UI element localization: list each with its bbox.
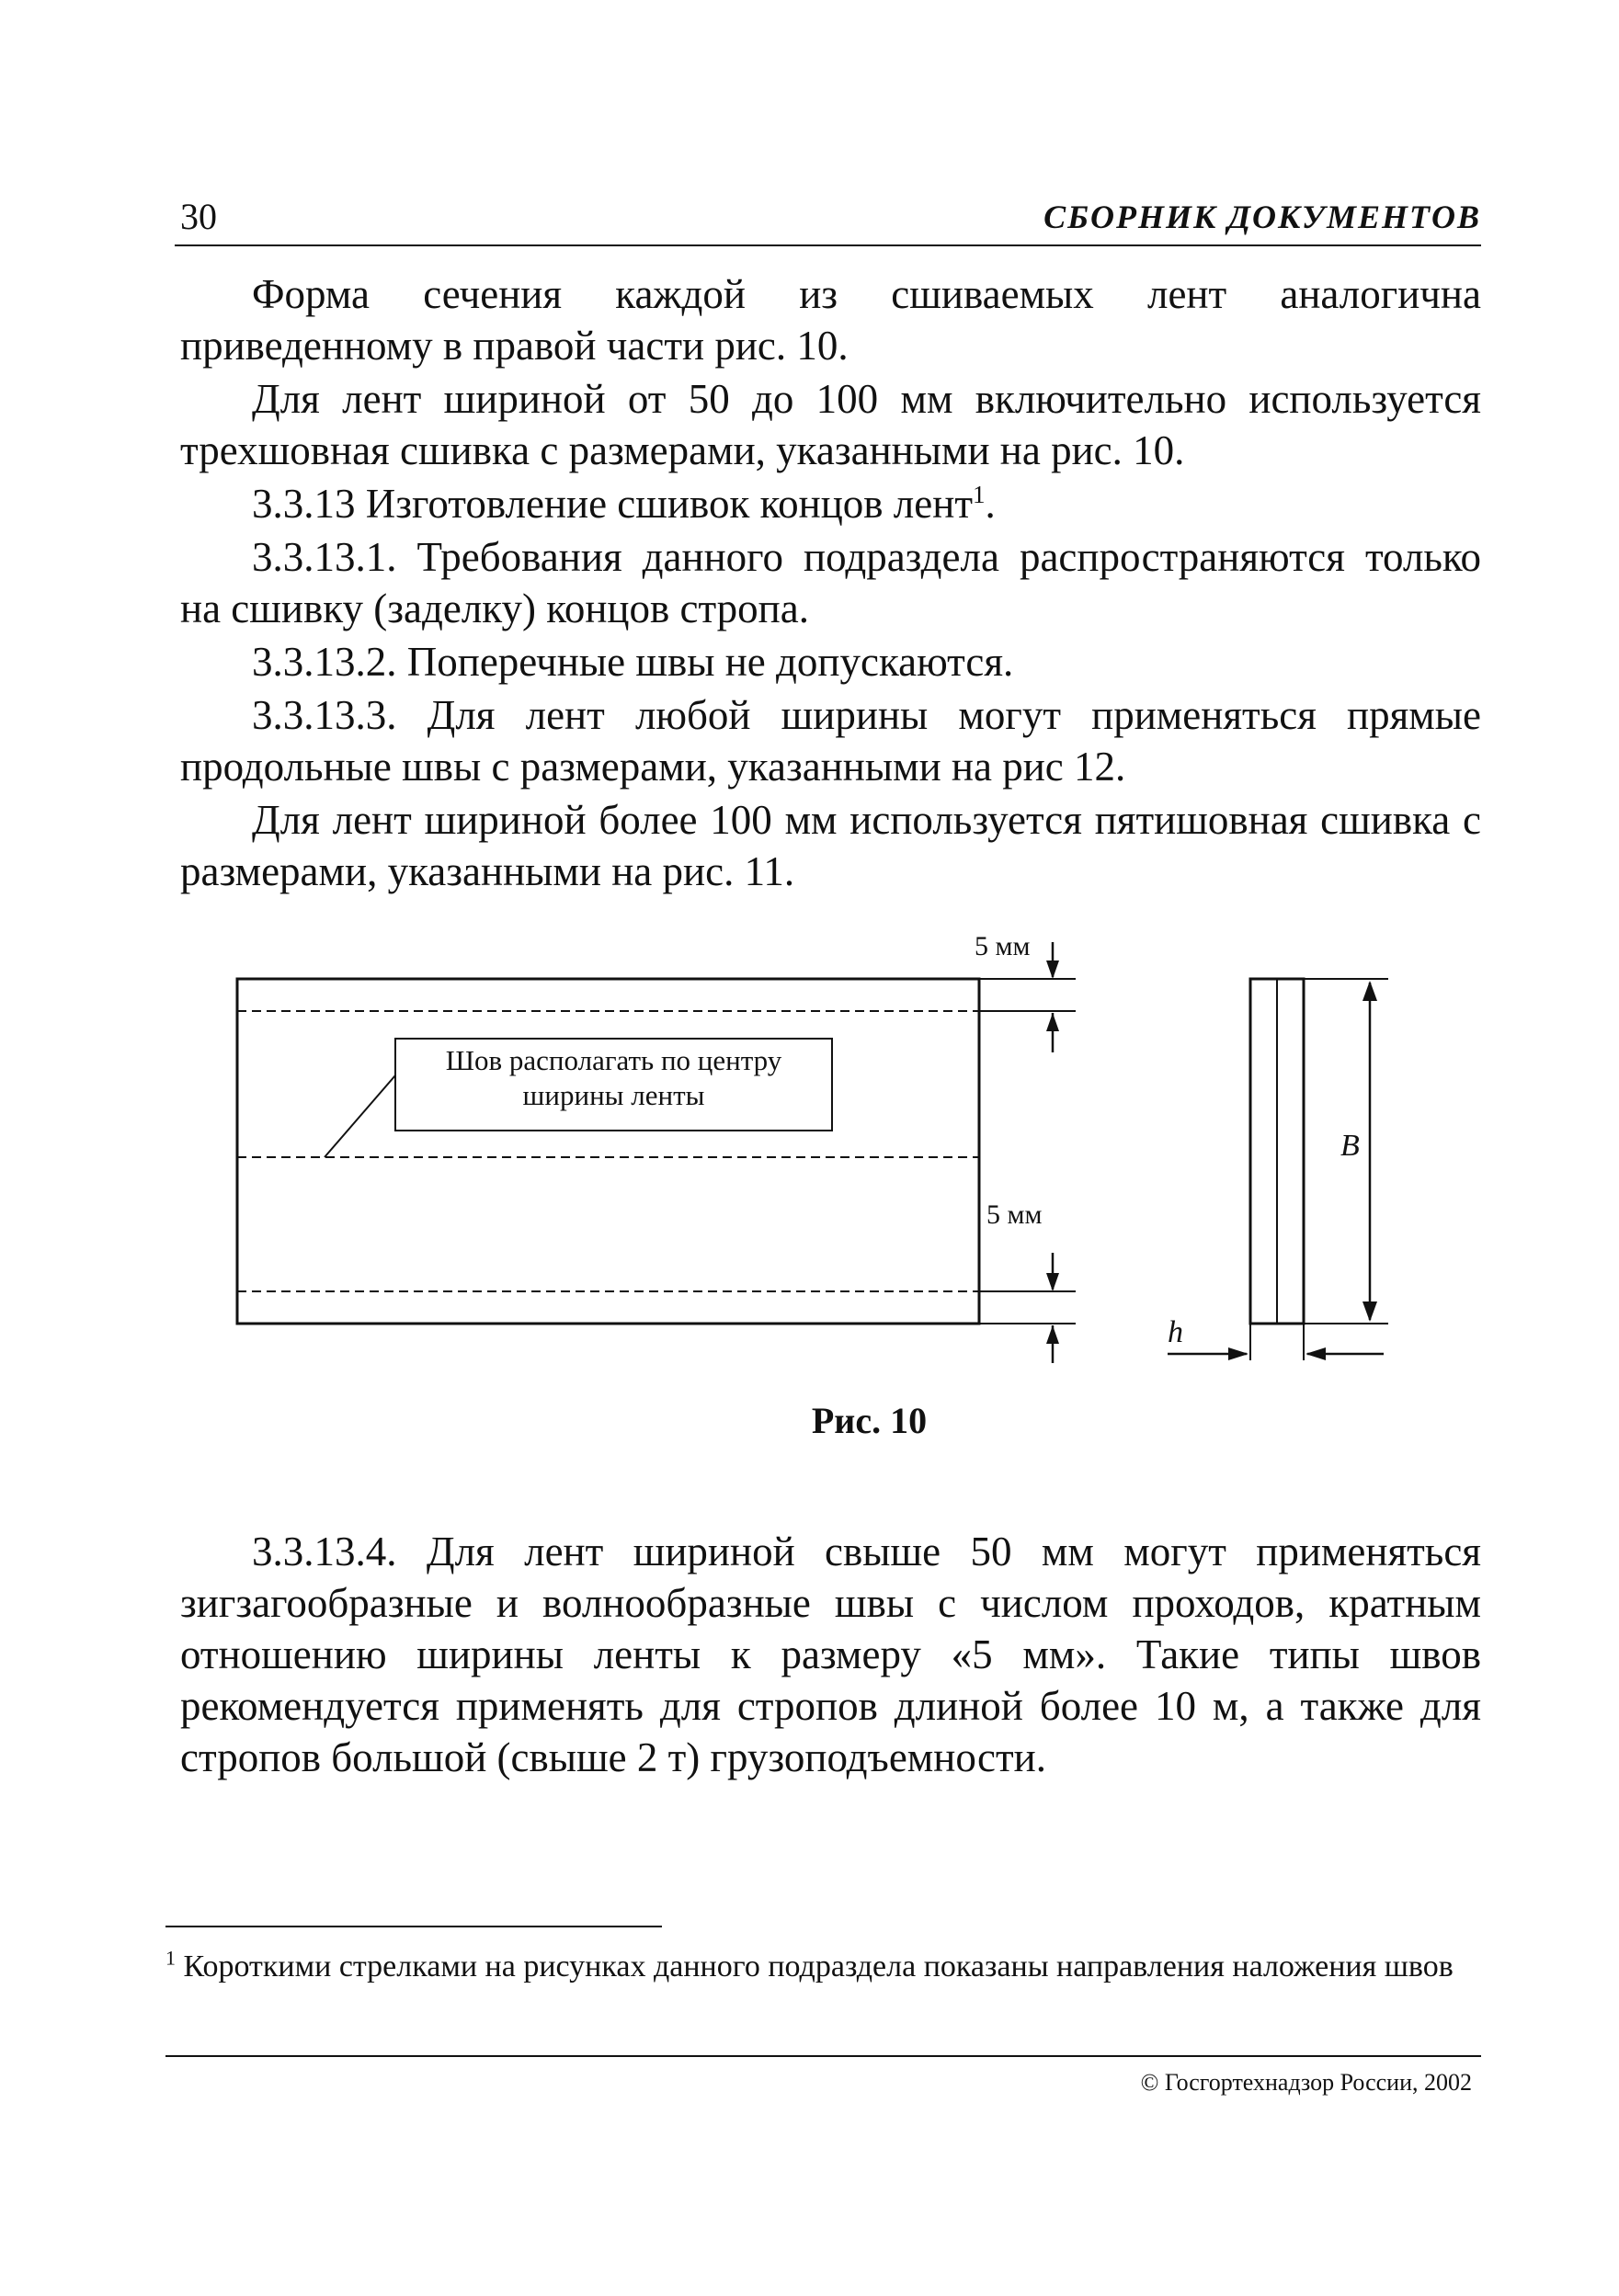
tape-outline bbox=[237, 979, 979, 1324]
dimension-label-bottom: 5 мм bbox=[986, 1199, 1043, 1230]
paragraph: 3.3.13.3. Для лент любой ширины могут применяться прямые продольные швы с размерами, указанными на рис 12. bbox=[180, 692, 1481, 790]
footnote-rule bbox=[165, 1926, 662, 1927]
figure-caption: Рис. 10 bbox=[811, 1400, 928, 1441]
footnote-marker: 1 bbox=[165, 1946, 176, 1970]
section-heading-text: 3.3.13 Изготовление сшивок концов лент bbox=[252, 481, 973, 527]
running-title: СБОРНИК ДОКУМЕНТОВ bbox=[1043, 199, 1481, 235]
paragraph: 3.3.13.4. Для лент шириной свыше 50 мм могут применяться зигзагообразные и волнообразные швы с числом проходов, кратным отношению ширины ленты к размеру «5 мм». Такие типы швов рекомендуется применять для стропов длиной более 10 м, а также для стропов большой (свыше 2 т) грузоподъемности. bbox=[180, 1529, 1481, 1780]
paragraph: Форма сечения каждой из сшиваемых лент аналогична приведенному в правой части рис. 10. bbox=[180, 271, 1481, 369]
text-block-top bbox=[180, 268, 1481, 897]
bottom-rule bbox=[165, 2055, 1481, 2057]
header-rule bbox=[175, 244, 1481, 246]
figure-note: Шов располагать по центру ширины ленты bbox=[445, 1044, 782, 1111]
note-leader bbox=[325, 1075, 395, 1157]
copyright: © Госгортехнадзор России, 2002 bbox=[1140, 2069, 1472, 2096]
paragraph: 3.3.13.1. Требования данного подраздела распространяются только на сшивку (заделку) концов стропа. bbox=[180, 534, 1481, 631]
paragraph: 3.3.13.2. Поперечные швы не допускаются. bbox=[252, 639, 1014, 685]
dimension-label-top: 5 мм bbox=[975, 931, 1031, 961]
paragraph: Для лент шириной более 100 мм используется пятишовная сшивка с размерами, указанными на рис. 11. bbox=[180, 797, 1481, 894]
label-h: h bbox=[1168, 1315, 1183, 1349]
paragraph: Для лент шириной от 50 до 100 мм включительно используется трехшовная сшивка с размерами, указанными на рис. 10. bbox=[180, 376, 1481, 473]
footnote-reference: 1 bbox=[972, 481, 986, 508]
figure-drawing bbox=[165, 924, 1453, 1402]
section-heading-period: . bbox=[985, 481, 996, 527]
text-block-bottom bbox=[180, 1526, 1481, 1783]
footnote bbox=[165, 1947, 1481, 1987]
page-number: 30 bbox=[180, 196, 217, 237]
footnote-text: Короткими стрелками на рисунках данного подраздела показаны направления наложения швов bbox=[183, 1949, 1454, 1983]
label-b: B bbox=[1340, 1129, 1360, 1163]
paragraph-section-heading bbox=[180, 478, 1481, 529]
figure-10 bbox=[165, 924, 1453, 1402]
